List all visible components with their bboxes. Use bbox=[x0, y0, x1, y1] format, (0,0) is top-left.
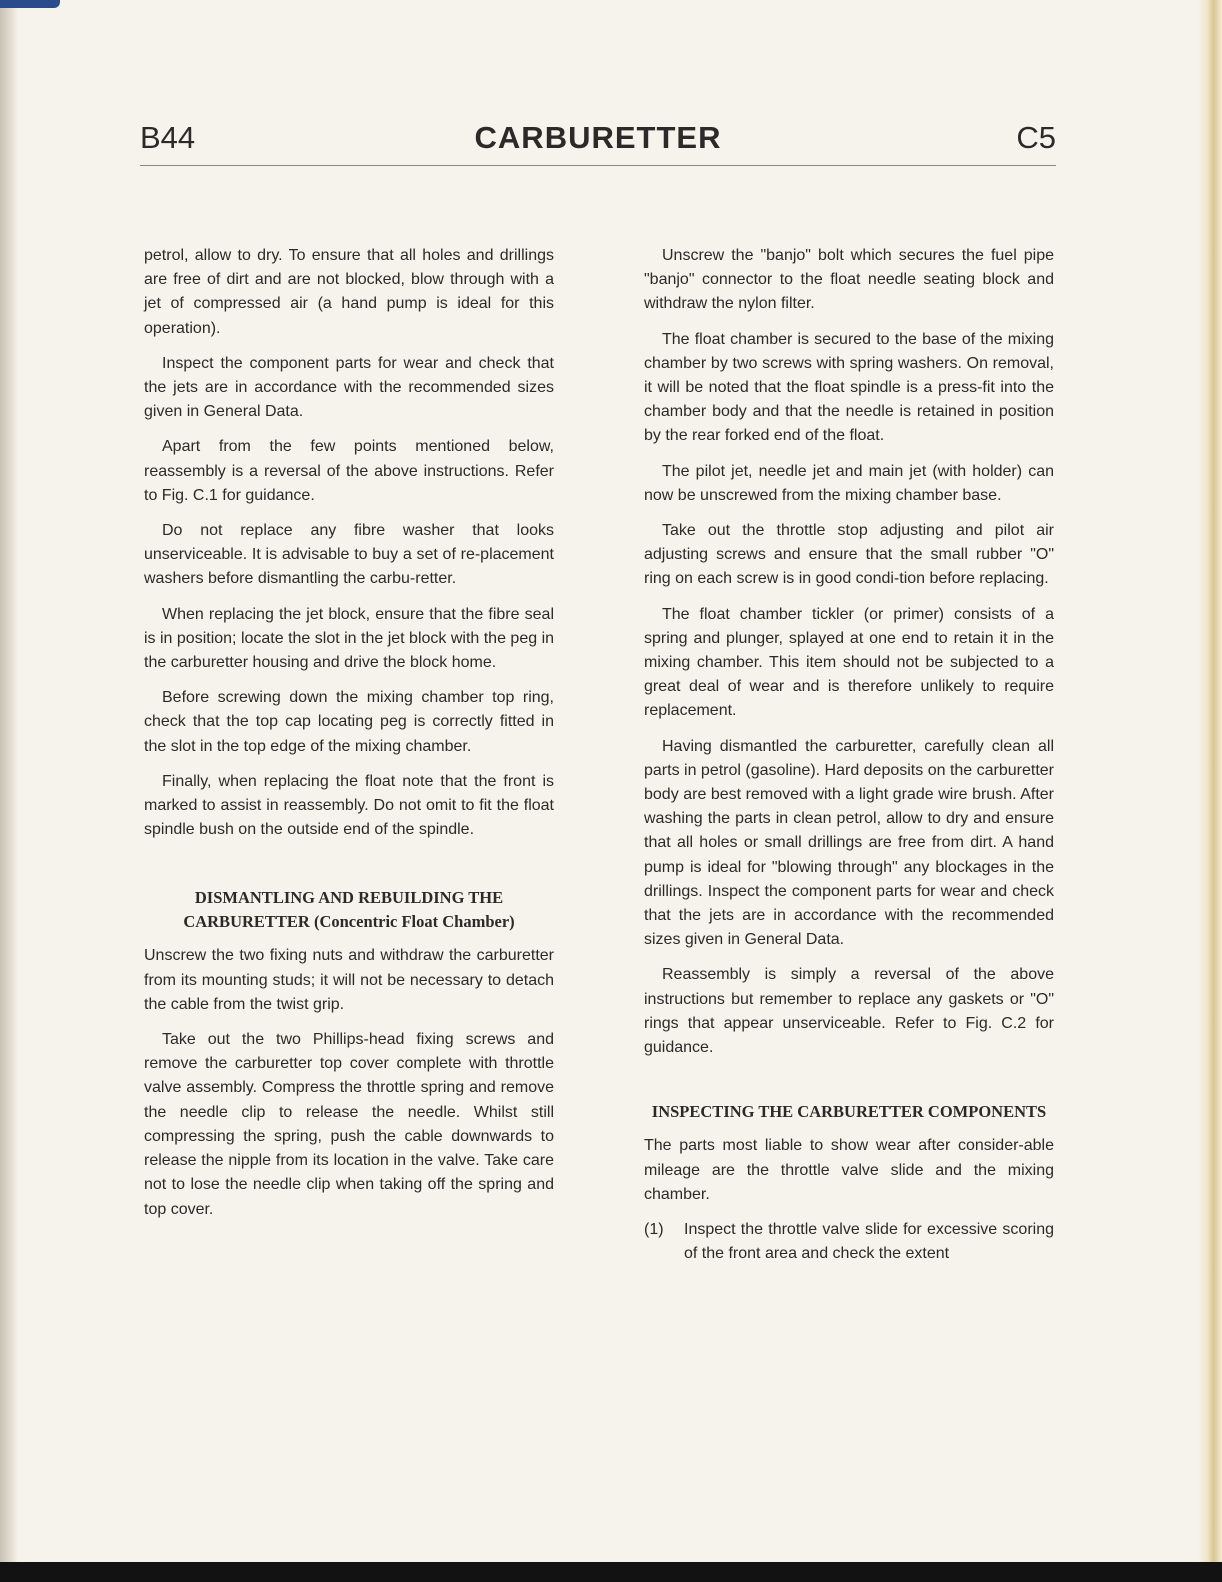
scan-bottom-bar bbox=[0, 1562, 1222, 1582]
section-heading-dismantling: DISMANTLING AND REBUILDING THE CARBURETTER (Concentric Float Chamber) bbox=[183, 888, 515, 932]
paragraph: Finally, when replacing the float note that the front is marked to assist in reassembly. Do not omit to fit the float spindle bush on the outside end of the spindle. bbox=[144, 772, 554, 839]
page-title: CARBURETTER bbox=[474, 120, 722, 155]
blue-corner-mark bbox=[0, 0, 60, 8]
paragraph: Inspect the component parts for wear and check that the jets are in accordance with the recommended sizes given in General Data. bbox=[144, 354, 554, 421]
page-header bbox=[140, 118, 1056, 166]
paragraph: Having dismantled the carburetter, carefully clean all parts in petrol (gasoline). Hard deposits on the carburetter body are best removed with a light grade wire brush. After washing the parts in clean petrol, allow to dry and ensure that all holes or small drillings are free from dirt. A hand pump is ideal for "blowing through" any blockages in the drillings. Inspect the component parts for wear and check that the jets are in accordance with the recommended sizes given in General Data. bbox=[644, 737, 1054, 949]
paragraph: Do not replace any fibre washer that looks unserviceable. It is advisable to buy a set of re-placement washers before dismantling the carbu-retter. bbox=[144, 522, 554, 588]
left-column bbox=[144, 244, 554, 1233]
paragraph: Before screwing down the mixing chamber top ring, check that the top cap locating peg is correctly fitted in the slot in the top edge of the mixing chamber. bbox=[144, 689, 554, 755]
paragraph: Reassembly is simply a reversal of the above instructions but remember to replace any gaskets or "O" rings that appear unserviceable. Refer to Fig. C.2 for guidance. bbox=[644, 966, 1054, 1057]
paragraph: Take out the two Phillips-head fixing screws and remove the carburetter top cover complete with throttle valve assembly. Compress the throttle spring and remove the needle clip to release the needle. Whilst still compressing the spring, push the cable downwards to release the nipple from its location in the valve. Take care not to lose the needle clip when taking off the spring and top cover. bbox=[144, 1031, 554, 1218]
paragraph: Unscrew the two fixing nuts and withdraw the carburetter from its mounting studs; it will not be necessary to detach the cable from the twist grip. bbox=[144, 947, 554, 1013]
paragraph: petrol, allow to dry. To ensure that all holes and drillings are free of dirt and are not blocked, blow through with a jet of compressed air (a hand pump is ideal for this operation). bbox=[144, 247, 554, 337]
right-column bbox=[644, 244, 1054, 1277]
paragraph: When replacing the jet block, ensure that the fibre seal is in position; locate the slot in the jet block with the peg in the carburetter housing and drive the block home. bbox=[144, 605, 555, 672]
paragraph: Unscrew the "banjo" bolt which secures the fuel pipe "banjo" connector to the float needle seating block and withdraw the nylon filter. bbox=[644, 247, 1054, 313]
paragraph: The float chamber is secured to the base of the mixing chamber by two screws with spring washers. On removal, it will be noted that the float spindle is a press-fit into the chamber body and that the needle is retained in position by the rear forked end of the float. bbox=[644, 330, 1054, 445]
page-edge bbox=[1198, 0, 1222, 1582]
list-item-number: (1) bbox=[644, 1220, 664, 1238]
paragraph: The parts most liable to show wear after consider-able mileage are the throttle valve slide and the mixing chamber. bbox=[644, 1137, 1054, 1203]
header-page-number: C5 bbox=[1016, 120, 1056, 155]
list-item-text: Inspect the throttle valve slide for excessive scoring of the front area and check the extent bbox=[684, 1220, 1054, 1263]
paragraph: Apart from the few points mentioned below, reassembly is a reversal of the above instructions. Refer to Fig. C.1 for guidance. bbox=[144, 438, 554, 504]
header-model: B44 bbox=[140, 120, 196, 155]
paragraph: Take out the throttle stop adjusting and pilot air adjusting screws and ensure that the small rubber "O" ring on each screw is in good condi-tion before replacing. bbox=[644, 522, 1054, 588]
section-heading-inspecting: INSPECTING THE CARBURETTER COMPONENTS bbox=[651, 1102, 1047, 1122]
paragraph: The pilot jet, needle jet and main jet (with holder) can now be unscrewed from the mixing chamber base. bbox=[644, 462, 1054, 504]
list-item bbox=[644, 1218, 1054, 1266]
paragraph: The float chamber tickler (or primer) consists of a spring and plunger, splayed at one end to retain it in the mixing chamber. This item should not be subjected to a great deal of wear and is therefore unlikely to require replacement. bbox=[644, 605, 1054, 720]
page-binding-shadow bbox=[0, 0, 18, 1582]
header-rule bbox=[140, 165, 1056, 166]
